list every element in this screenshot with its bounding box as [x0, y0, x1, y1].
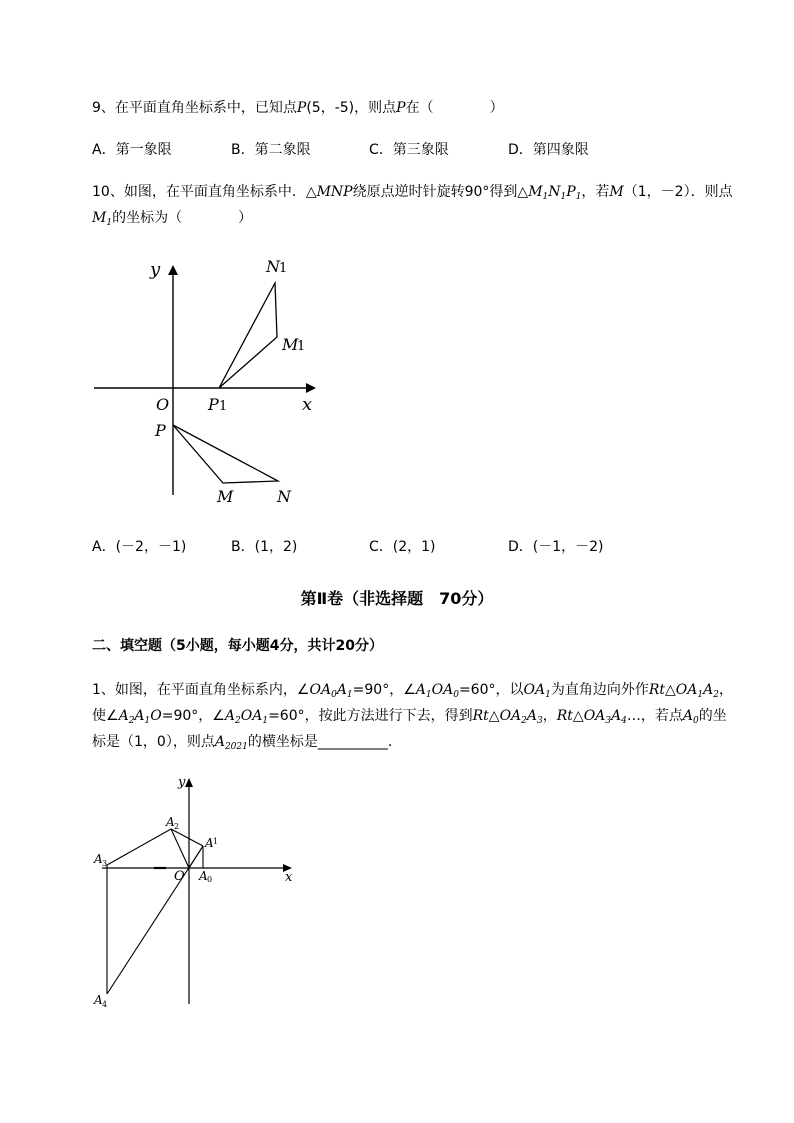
- q10-m: M: [609, 184, 624, 200]
- fill1-u23: 3: [605, 716, 612, 726]
- q9-coords: (5，-5): [306, 100, 355, 116]
- fill1-u22: OA: [583, 708, 606, 724]
- fill1-t6: =90°，∠: [352, 682, 416, 698]
- q9-option-d: D．第四象限: [508, 142, 589, 158]
- fill1-u26: …，若点: [626, 708, 683, 724]
- q10-sub2: 1: [560, 192, 567, 202]
- fill1-t8: 1: [425, 690, 432, 700]
- fill1-u21: △: [572, 708, 584, 724]
- q10-p1: P: [566, 184, 576, 200]
- section-title: 第Ⅱ卷（非选择题 70分）: [300, 589, 494, 608]
- fill1-v2: A: [214, 734, 225, 750]
- q10-label-m1: M: [282, 335, 299, 354]
- fill1-label-a1: A: [205, 836, 214, 850]
- q10-l2-m1: M: [92, 210, 107, 226]
- q10-text-b: 绕原点逆时针旋转90°得到△: [352, 184, 529, 200]
- fill1-t18: 1: [697, 690, 704, 700]
- q10-option-c: C．(2，1): [369, 539, 436, 555]
- q9-point2: P: [396, 100, 406, 116]
- fill1-u25: 4: [621, 716, 627, 726]
- q10-label-p: P: [155, 421, 166, 440]
- fill1-t9: OA: [431, 682, 454, 698]
- fill1-u6: O: [150, 708, 162, 724]
- fill1-t5: 1: [346, 690, 353, 700]
- fill1-label-a0-sub: 0: [207, 875, 213, 884]
- fill1-segment-oa2: [171, 829, 189, 868]
- fill1-figure: [90, 770, 300, 1015]
- q10-label-n1: N: [266, 257, 280, 276]
- fill1-u11: 1: [262, 716, 269, 726]
- q10-label-m: M: [217, 487, 234, 506]
- q9-text-d: ）: [489, 100, 504, 116]
- fill1-t7: A: [415, 682, 426, 698]
- fill1-t11: =60°，以: [458, 682, 524, 698]
- q10-mnp: MNP: [316, 184, 353, 200]
- q10-label-p1: P: [208, 395, 219, 414]
- q9-text-a: 9、在平面直角坐标系中，已知点: [92, 100, 297, 116]
- fill1-u1: 使∠: [92, 708, 119, 724]
- fill1-u19: ，: [542, 708, 557, 724]
- q10-sub3: 1: [575, 192, 582, 202]
- fill1-u13: Rt: [472, 708, 489, 724]
- q9-option-a: A．第一象限: [92, 142, 172, 158]
- q9-stem: [92, 98, 504, 118]
- fill1-label-o: O: [174, 869, 185, 884]
- q10-text-d: （1，－2）．则点: [623, 184, 733, 200]
- fill1-label-a3: A: [94, 852, 103, 866]
- q10-l2-text: 的坐标为（ ）: [112, 210, 253, 226]
- fill1-t19: A: [703, 682, 714, 698]
- q9-text-c: 在（: [405, 100, 434, 116]
- q10-label-x: x: [302, 394, 313, 415]
- fill1-u7: =90°，∠: [161, 708, 225, 724]
- fill1-t2: OA: [309, 682, 332, 698]
- fill1-t17: OA: [675, 682, 698, 698]
- q10-stem-line1: [92, 182, 733, 207]
- fill1-u12: =60°，按此方法进行下去，得到: [268, 708, 473, 724]
- q10-figure: [86, 255, 326, 515]
- q10-label-y: y: [150, 259, 161, 280]
- fill1-segment-a2a3: [107, 829, 171, 865]
- fill1-t15: Rt: [648, 682, 665, 698]
- q10-y-arrow-icon: [168, 265, 178, 275]
- q10-l2-sub: 1: [106, 218, 113, 228]
- fill1-label-a4: A: [94, 993, 103, 1007]
- fill1-y-arrow-icon: [185, 778, 193, 787]
- fill1-label-a4-sub: 4: [102, 1000, 108, 1009]
- q9-blank: [434, 100, 490, 116]
- q9-text-b: ，则点: [354, 100, 397, 116]
- q10-n1: N: [548, 184, 561, 200]
- fill1-u24: A: [611, 708, 622, 724]
- fill1-u28: 0: [693, 716, 699, 726]
- fill1-line2: [92, 706, 727, 731]
- q9-option-b: B．第二象限: [231, 142, 311, 158]
- fill1-t10: 0: [453, 690, 459, 700]
- fill1-u17: A: [526, 708, 538, 724]
- q10-m1: M: [528, 184, 543, 200]
- fill1-label-x: x: [285, 870, 293, 885]
- q10-label-p1-sub: 1: [219, 399, 228, 414]
- fill1-u2: A: [118, 708, 129, 724]
- fill1-u14: △: [488, 708, 500, 724]
- fill1-u10: OA: [240, 708, 263, 724]
- q10-option-d: D．(－1，－2): [508, 539, 604, 555]
- q10-text-c: ，若: [581, 184, 610, 200]
- fill1-v3: 2021: [224, 742, 248, 752]
- fill1-u8: A: [224, 708, 235, 724]
- fill1-t20: 2: [713, 690, 719, 700]
- fill1-t16: △: [665, 682, 676, 698]
- fill1-label-a2-sub: 2: [174, 822, 180, 831]
- q10-text-a: 10、如图，在平面直角坐标系中．△: [92, 184, 317, 200]
- fill1-v1: 标是（1，0），则点: [92, 734, 215, 750]
- fill1-u16: 2: [521, 716, 527, 726]
- q10-label-n: N: [277, 487, 291, 506]
- fill1-label-a1-sub: 1: [213, 837, 219, 846]
- fill1-u9: 2: [235, 716, 241, 726]
- q9-option-c: C．第三象限: [369, 142, 449, 158]
- fill1-label-a0: A: [199, 869, 208, 883]
- fill1-t4: A: [336, 682, 347, 698]
- fill1-t1: 1、如图，在平面直角坐标系内，∠: [92, 682, 310, 698]
- q10-stem-line2: [92, 208, 252, 233]
- q10-option-b: B．(1，2): [231, 539, 298, 555]
- q10-triangle-m1n1p1: [219, 283, 277, 388]
- fill1-u5: 1: [144, 716, 151, 726]
- q9-point: P: [296, 100, 307, 116]
- fill1-t14: 为直角边向外作: [550, 682, 649, 698]
- fill1-u20: Rt: [556, 708, 573, 724]
- q10-x-arrow-icon: [306, 383, 316, 393]
- fill1-t21: ，: [718, 682, 733, 698]
- fill1-u29: 的坐: [698, 708, 727, 724]
- fill1-u3: 2: [128, 716, 135, 726]
- fill1-label-a3-sub: 3: [102, 859, 108, 868]
- q10-label-m1-sub: 1: [297, 339, 306, 354]
- fill1-u18: 3: [537, 716, 543, 726]
- fill1-line1: [92, 680, 733, 705]
- fill1-line3: [92, 732, 392, 757]
- q10-option-a: A．(－2，－1): [92, 539, 187, 555]
- fill1-segment-a1a2: [171, 829, 203, 846]
- q10-label-n1-sub: 1: [279, 261, 288, 276]
- fill1-u4: A: [134, 708, 145, 724]
- fill1-u15: OA: [499, 708, 522, 724]
- part-title: 二、填空题（5小题，每小题4分，共计20分）: [92, 638, 383, 654]
- fill1-t13: 1: [545, 690, 551, 700]
- q10-label-o: O: [156, 395, 170, 414]
- q10-triangle-mnp: [173, 425, 278, 483]
- fill1-u27: A: [682, 708, 694, 724]
- fill1-label-a2: A: [166, 815, 175, 829]
- q10-sub1: 1: [542, 192, 549, 202]
- fill1-label-y: y: [178, 775, 186, 790]
- fill1-t3: 0: [331, 690, 337, 700]
- fill1-v4: 的横坐标是__________.: [247, 734, 393, 750]
- fill1-t12: OA: [523, 682, 546, 698]
